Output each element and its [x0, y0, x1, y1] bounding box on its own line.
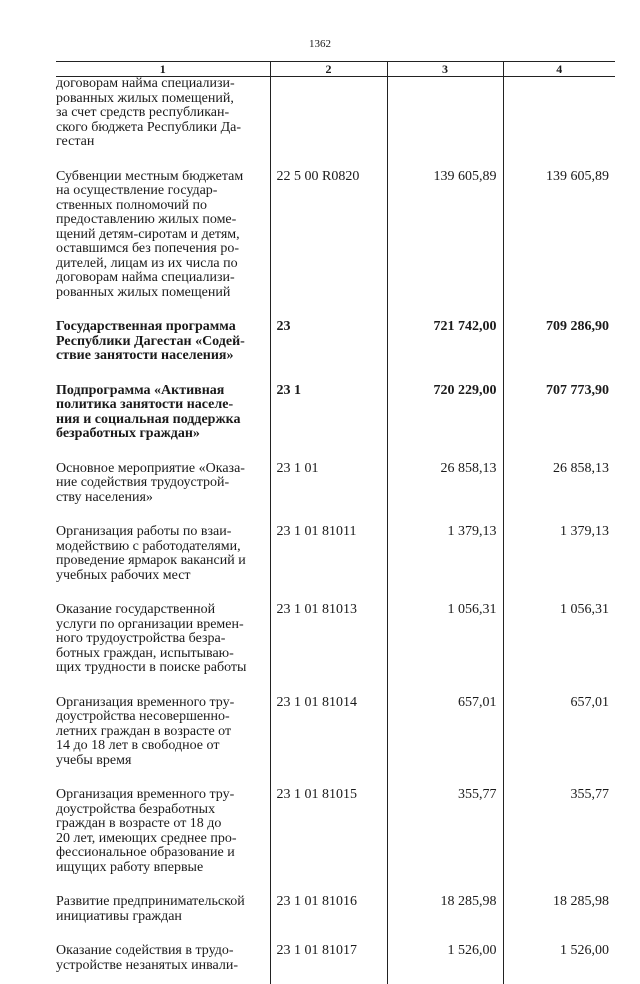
row-value-cell-1	[387, 788, 503, 895]
row-value-cell-2-text: 355,77	[571, 787, 610, 802]
table-row	[56, 696, 615, 789]
row-value-cell-2-text: 657,01	[571, 695, 610, 710]
row-name-cell-text: Организация работы по взаи- модействию с работодателями, проведение ярмарок вакансий и учебных рабочих мест	[56, 525, 264, 583]
row-name-cell	[56, 788, 270, 895]
row-value-cell-1-text: 721 742,00	[434, 319, 497, 334]
row-value-cell-2	[503, 788, 615, 895]
row-code-cell	[270, 696, 387, 789]
row-code-cell-text: 23 1 01 81017	[277, 943, 358, 958]
row-value-cell-1	[387, 944, 503, 984]
row-value-cell-2	[503, 944, 615, 984]
row-name-cell	[56, 77, 270, 170]
row-code-cell	[270, 462, 387, 526]
row-value-cell-1-text: 139 605,89	[434, 169, 497, 184]
table-row	[56, 944, 615, 984]
table-row	[56, 384, 615, 462]
row-value-cell-2-text: 707 773,90	[546, 383, 609, 398]
row-value-cell-2	[503, 525, 615, 603]
row-name-cell-text: Развитие предпринимательской инициативы граждан	[56, 895, 264, 924]
row-value-cell-1	[387, 77, 503, 170]
row-value-cell-1-text: 18 285,98	[441, 894, 497, 909]
row-name-cell	[56, 944, 270, 984]
row-value-cell-2	[503, 696, 615, 789]
row-name-cell-text: Государственная программа Республики Дагестан «Содей- ствие занятости населения»	[56, 320, 264, 364]
row-value-cell-1-text: 355,77	[458, 787, 497, 802]
row-code-cell	[270, 788, 387, 895]
row-name-cell	[56, 525, 270, 603]
row-name-cell-text: Основное мероприятие «Оказа- ние содействия трудоустрой- ству населения»	[56, 462, 264, 506]
row-value-cell-1-text: 26 858,13	[441, 461, 497, 476]
row-value-cell-2-text: 139 605,89	[546, 169, 609, 184]
row-value-cell-1	[387, 895, 503, 944]
row-value-cell-1	[387, 603, 503, 696]
table-row	[56, 320, 615, 384]
row-name-cell	[56, 320, 270, 384]
table-row	[56, 462, 615, 526]
row-code-cell	[270, 77, 387, 170]
row-value-cell-2	[503, 603, 615, 696]
row-value-cell-1-text: 720 229,00	[434, 383, 497, 398]
row-value-cell-2	[503, 320, 615, 384]
row-code-cell-text: 23 1 01 81015	[277, 787, 358, 802]
table-row	[56, 170, 615, 321]
row-value-cell-2	[503, 384, 615, 462]
row-name-cell	[56, 170, 270, 321]
table-row	[56, 77, 615, 170]
budget-table	[56, 61, 615, 984]
column-header-1: 1	[56, 62, 270, 77]
row-value-cell-2-text: 1 056,31	[560, 602, 609, 617]
row-value-cell-2	[503, 77, 615, 170]
row-code-cell-text: 23	[277, 319, 291, 334]
row-code-cell-text: 23 1 01	[277, 461, 319, 476]
row-code-cell-text: 23 1 01 81014	[277, 695, 358, 710]
row-code-cell-text: 23 1	[277, 383, 302, 398]
row-code-cell-text: 23 1 01 81016	[277, 894, 358, 909]
table-row	[56, 603, 615, 696]
row-value-cell-1	[387, 320, 503, 384]
row-code-cell-text: 22 5 00 R0820	[277, 169, 360, 184]
row-value-cell-1	[387, 384, 503, 462]
row-value-cell-1-text: 657,01	[458, 695, 497, 710]
row-value-cell-1-text: 1 056,31	[448, 602, 497, 617]
row-name-cell-text: договорам найма специализи- рованных жилых помещений, за счет средств республикан- ского бюджета Республики Да- гестан	[56, 77, 264, 150]
row-name-cell-text: Оказание государственной услуги по организации времен- ного трудоустройства безра- ботных граждан, испытываю- щих трудности в поиске работы	[56, 603, 264, 676]
row-code-cell-text: 23 1 01 81011	[277, 524, 357, 539]
row-value-cell-1-text: 1 526,00	[448, 943, 497, 958]
table-row	[56, 525, 615, 603]
row-value-cell-1	[387, 170, 503, 321]
row-code-cell	[270, 895, 387, 944]
row-code-cell	[270, 170, 387, 321]
table-header	[56, 62, 615, 77]
row-value-cell-1-text: 1 379,13	[448, 524, 497, 539]
row-value-cell-2-text: 1 379,13	[560, 524, 609, 539]
row-value-cell-2-text: 18 285,98	[553, 894, 609, 909]
row-value-cell-2-text: 26 858,13	[553, 461, 609, 476]
row-code-cell	[270, 320, 387, 384]
row-code-cell	[270, 603, 387, 696]
row-code-cell	[270, 525, 387, 603]
row-code-cell-text: 23 1 01 81013	[277, 602, 358, 617]
row-name-cell-text: Организация временного тру- доустройства несовершенно- летних граждан в возрасте от 14 до 18 лет в свободное от учебы время	[56, 696, 264, 769]
row-value-cell-2-text: 1 526,00	[560, 943, 609, 958]
row-value-cell-2-text: 709 286,90	[546, 319, 609, 334]
row-value-cell-1	[387, 696, 503, 789]
row-code-cell	[270, 944, 387, 984]
row-value-cell-1	[387, 462, 503, 526]
row-value-cell-1	[387, 525, 503, 603]
row-name-cell-text: Подпрограмма «Активная политика занятости населе- ния и социальная поддержка безработных граждан»	[56, 384, 264, 442]
row-name-cell-text: Субвенции местным бюджетам на осуществление государ- ственных полномочий по предоставлению жилых поме- щений детям-сиротам и детям, оставшимся без попечения ро- дителей, лицам из их числа по договорам найма специализи- рованных жилых помещений	[56, 170, 264, 301]
page-number: 1362	[0, 38, 640, 50]
table-body	[56, 77, 615, 984]
row-name-cell	[56, 696, 270, 789]
row-name-cell-text: Оказание содействия в трудо- устройстве незанятых инвали-	[56, 944, 264, 973]
row-name-cell-text: Организация временного тру- доустройства безработных граждан в возрасте от 18 до 20 лет, имеющих среднее про- фессиональное образование и ищущих работу впервые	[56, 788, 264, 875]
row-code-cell	[270, 384, 387, 462]
row-name-cell	[56, 603, 270, 696]
table-row	[56, 895, 615, 944]
row-value-cell-2	[503, 462, 615, 526]
row-name-cell	[56, 384, 270, 462]
row-value-cell-2	[503, 895, 615, 944]
column-header-3: 3	[387, 62, 503, 77]
row-value-cell-2	[503, 170, 615, 321]
row-name-cell	[56, 895, 270, 944]
column-header-2: 2	[270, 62, 387, 77]
row-name-cell	[56, 462, 270, 526]
column-header-4: 4	[503, 62, 615, 77]
table-row	[56, 788, 615, 895]
